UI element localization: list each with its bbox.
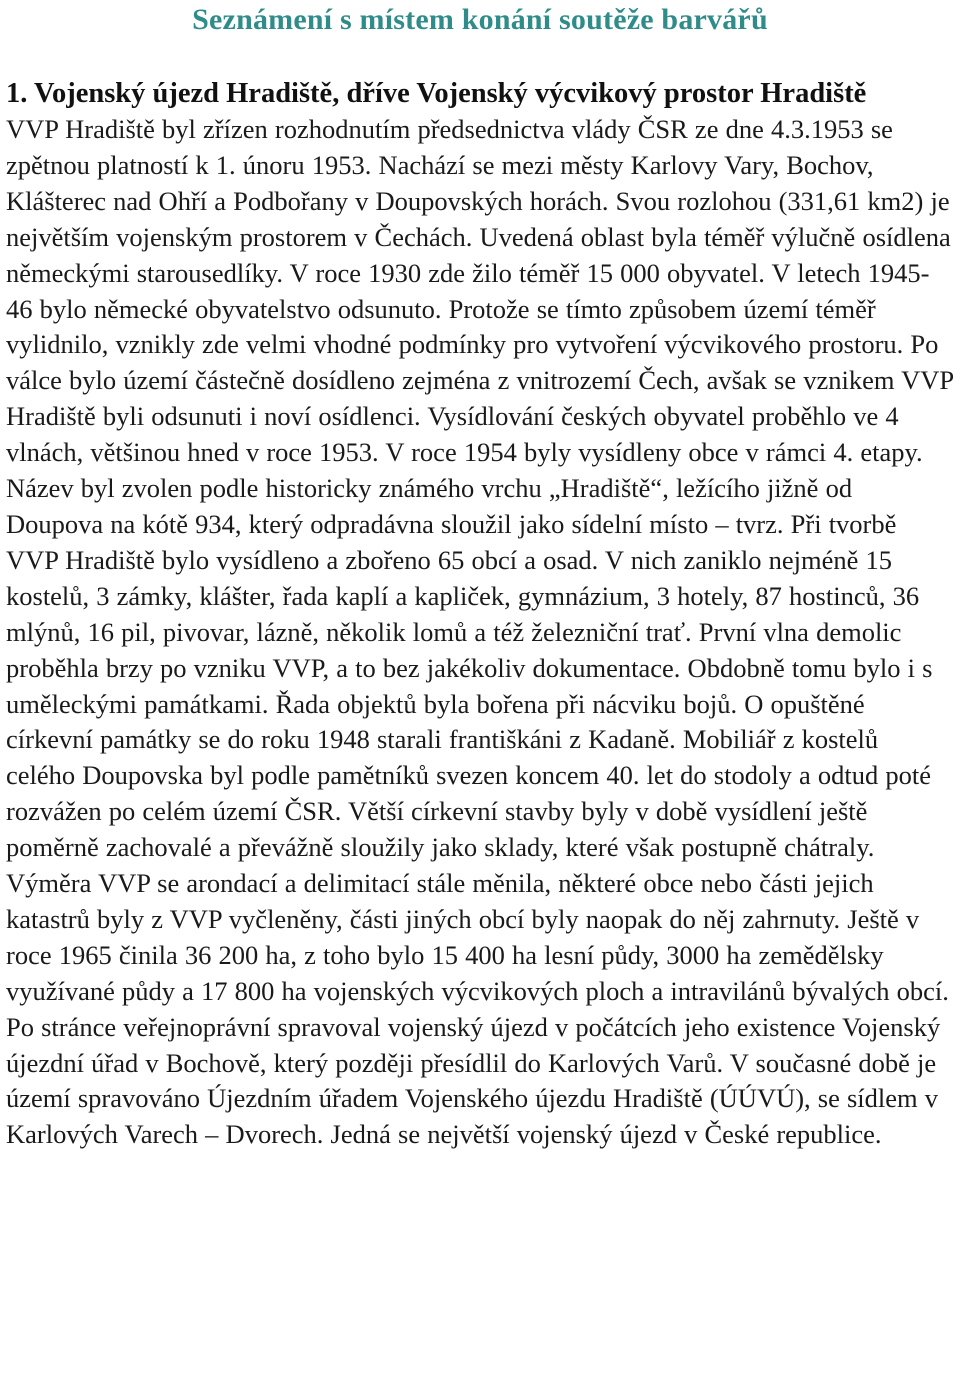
body-text <box>6 112 954 1153</box>
section-heading: 1. Vojenský újezd Hradiště, dříve Vojenský výcvikový prostor Hradiště <box>6 78 867 109</box>
paragraph-history: VVP Hradiště byl zřízen rozhodnutím předsednictva vlády ČSR ze dne 4.3.1953 se zpětnou platností k 1. únoru 1953. Nachází se mezi městy Karlovy Vary, Bochov, Klášterec nad Ohří a Podbořany v Doupovských horách. Svou rozlohou (331,61 km2) je největším vojenským prostorem v Čechách. Uvedená oblast byla téměř výlučně osídlena německými starousedlíky. V roce 1930 zde žilo téměř 15 000 obyvatel. V letech 1945-46 bylo německé obyvatelstvo odsunuto. Protože se tímto způsobem území téměř vylidnilo, vznikly zde velmi vhodné podmínky pro vytvoření výcvikového prostoru. Po válce bylo území částečně dosídleno zejména z vnitrozemí Čech, avšak se vznikem VVP Hradiště byli odsunuti i noví osídlenci. Vysídlování českých obyvatel proběhlo ve 4 vlnách, většinou hned v roce 1953. V roce 1954 byly vysídleny obce v rámci 4. etapy. Název byl zvolen podle historicky známého vrchu „Hradiště“, ležícího jižně od Doupova na kótě 934, který odpradávna sloužil jako sídelní místo – tvrz. Při tvorbě VVP Hradiště bylo vysídleno a zbořeno 65 obcí a osad. V nich zaniklo nejméně 15 kostelů, 3 zámky, klášter, řada kaplí a kapliček, gymnázium, 3 hotely, 87 hostinců, 36 mlýnů, 16 pil, pivovar, lázně, několik lomů a též železniční trať. První vlna demolic proběhla brzy po vzniku VVP, a to bez jakékoliv dokumentace. Obdobně tomu bylo i s uměleckými památkami. Řada objektů byla bořena při nácviku bojů. O opuštěné církevní památky se do roku 1948 starali františkáni z Kadaně. Mobiliář z kostelů celého Doupovska byl podle pamětníků svezen koncem 40. let do stodoly a odtud poté rozvážen po celém území ČSR. Větší církevní stavby byly v době vysídlení ještě poměrně zachovalé a převážně sloužily jako sklady, které však postupně chátraly. <box>6 114 954 863</box>
document-title: Seznámení s místem konání soutěže barvářů <box>192 3 768 36</box>
paragraph-area-administration: Výměra VVP se arondací a delimitací stále měnila, některé obce nebo části jejich katastrů byly z VVP vyčleněny, části jiných obcí byly naopak do něj zahrnuty. Ještě v roce 1965 činila 36 200 ha, z toho bylo 15 400 ha lesní půdy, 3000 ha zemědělsky využívané půdy a 17 800 ha vojenských výcvikových ploch a intravilánů bývalých obcí. Po stránce veřejnoprávní spravoval vojenský újezd v počátcích jeho existence Vojenský újezdní úřad v Bochově, který později přesídlil do Karlových Varů. V současné době je území spravováno Újezdním úřadem Vojenského újezdu Hradiště (ÚÚVÚ), se sídlem v Karlových Varech – Dvorech. Jedná se největší vojenský újezd v České republice. <box>6 868 949 1150</box>
